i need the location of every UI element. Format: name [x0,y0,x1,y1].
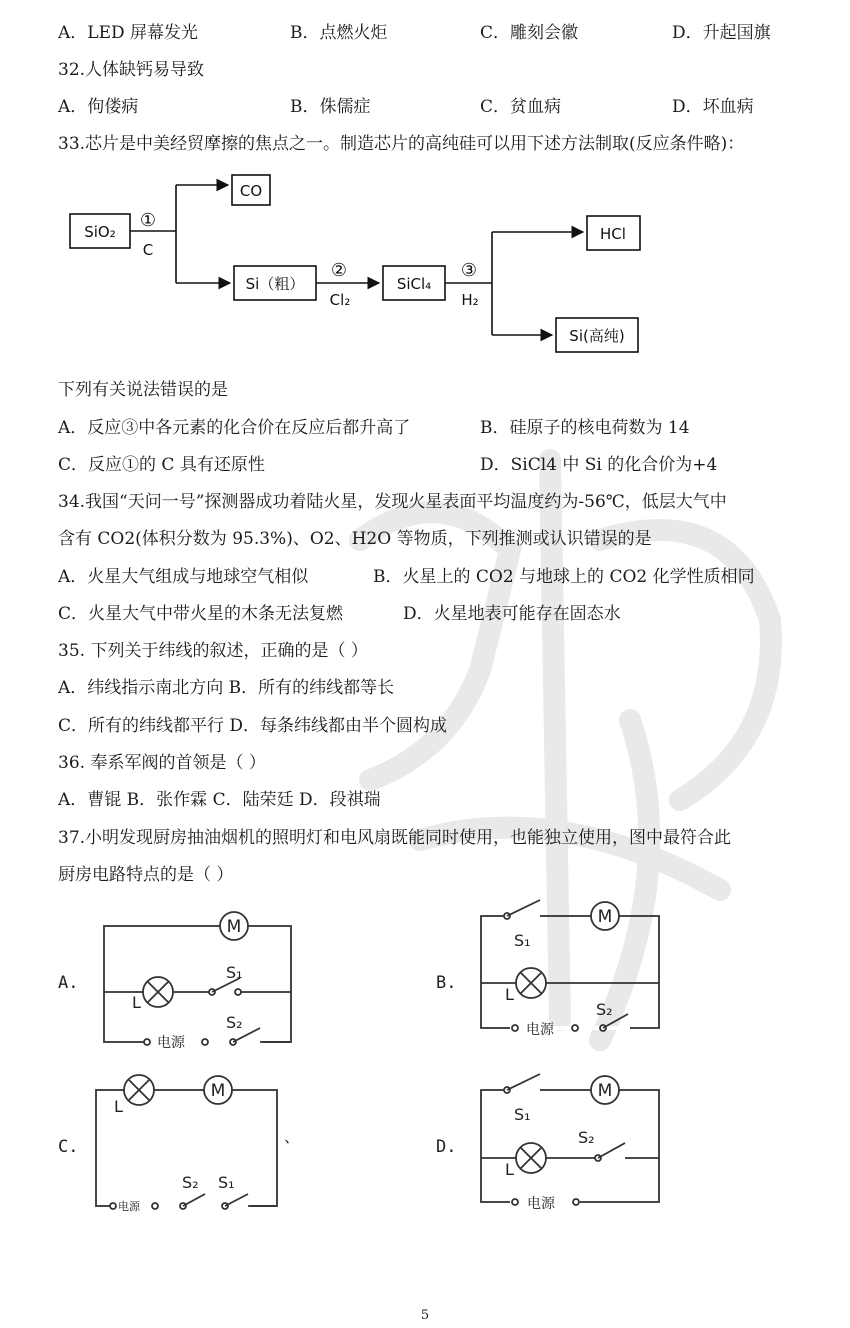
sicl4-label: SiCl₄ [396,275,432,293]
s2-label-a: S₂ [226,1013,243,1032]
step2-reagent: Cl₂ [329,291,351,309]
page-number: 5 [420,1308,430,1323]
s1-label-b: S₁ [514,931,531,950]
circuit-a [104,912,291,1045]
power-label-a: 电源 [157,1035,185,1051]
q35-options-line-2: C．所有的纬线都平行 D．每条纬线都由半个圆构成 [58,716,448,736]
step3-marker: ③ [460,260,478,281]
q32-option-d: D．坏血病 [672,97,754,117]
circuit-d-label: D. [436,1137,457,1157]
si-pure-label: Si(高纯) [569,327,625,345]
sio2-label: SiO₂ [84,223,116,241]
q31-option-a: A．LED 屏幕发光 [58,23,199,43]
power-label-c: 电源 [118,1200,140,1213]
q31-option-b: B．点燃火炬 [290,23,388,43]
lamp-label-a: L [132,993,141,1012]
lamp-label-c: L [114,1097,123,1116]
circuit-d [481,1074,659,1205]
q32-option-a: A．佝偻病 [58,97,139,117]
power-label-b: 电源 [526,1022,554,1038]
co-label: CO [239,182,263,200]
motor-a: M [226,917,242,937]
q36-options: A．曹锟 B．张作霖 C．陆荣廷 D．段祺瑞 [58,790,381,810]
q31-option-c: C．雕刻会徽 [480,23,579,43]
s1-label-d: S₁ [514,1105,531,1124]
q34-option-c: C．火星大气中带火星的木条无法复燃 [58,604,344,624]
q32-option-c: C．贫血病 [480,97,562,117]
circuit-b [481,900,659,1031]
q32-stem: 32.人体缺钙易导致 [58,60,205,80]
stray-mark: 、 [284,1127,301,1146]
power-label-d: 电源 [527,1196,555,1212]
step2-marker: ② [330,260,348,281]
motor-c: M [210,1081,226,1101]
q34-option-b: B．火星上的 CO2 与地球上的 CO2 化学性质相同 [373,567,755,587]
s2-label-c: S₂ [182,1173,199,1192]
q35-options-line-1: A．纬线指示南北方向 B．所有的纬线都等长 [58,678,395,698]
hcl-label: HCl [600,225,626,243]
step1-reagent: C [142,241,154,259]
q37-stem-line-1: 37.小明发现厨房抽油烟机的照明灯和电风扇既能同时使用，也能独立使用，图中最符合此 [58,828,732,848]
q33-option-b: B．硅原子的核电荷数为 14 [480,418,690,438]
q33-prompt: 下列有关说法错误的是 [58,380,228,400]
s2-label-b: S₂ [596,1000,613,1019]
q34-stem-line-2: 含有 CO2(体积分数为 95.3%)、O2、H2O 等物质，下列推测或认识错误的是 [58,529,652,549]
circuit-a-label: A. [58,973,79,993]
circuit-b-label: B. [436,973,457,993]
lamp-label-d: L [505,1160,514,1179]
step1-marker: ① [139,210,157,231]
q32-option-b: B．侏儒症 [290,97,371,117]
q33-option-d: D．SiCl4 中 Si 的化合价为+4 [480,455,718,475]
q34-option-a: A．火星大气组成与地球空气相似 [58,567,309,587]
q35-stem: 35. 下列关于纬线的叙述，正确的是（ ） [58,641,368,661]
motor-d: M [597,1081,613,1101]
q34-stem-line-1: 34.我国“天问一号”探测器成功着陆火星，发现火星表面平均温度约为-56℃，低层大气中 [58,492,727,512]
q33-option-a: A．反应③中各元素的化合价在反应后都升高了 [58,418,411,438]
circuit-c-label: C. [58,1137,79,1157]
s1-label-a: S₁ [226,963,243,982]
s2-label-d: S₂ [578,1128,595,1147]
q37-stem-line-2: 厨房电路特点的是（ ） [58,865,234,885]
q34-option-d: D．火星地表可能存在固态水 [403,604,621,624]
si-crude-label: Si（粗） [245,275,305,293]
lamp-label-b: L [505,985,514,1004]
q36-stem: 36. 奉系军阀的首领是（ ） [58,753,266,773]
s1-label-c: S₁ [218,1173,235,1192]
q31-option-d: D．升起国旗 [672,23,771,43]
q33-option-c: C．反应①的 C 具有还原性 [58,455,265,475]
step3-reagent: H₂ [461,291,479,309]
motor-b: M [597,907,613,927]
q33-stem: 33.芯片是中美经贸摩擦的焦点之一。制造芯片的高纯硅可以用下述方法制取(反应条件略)： [58,134,745,154]
